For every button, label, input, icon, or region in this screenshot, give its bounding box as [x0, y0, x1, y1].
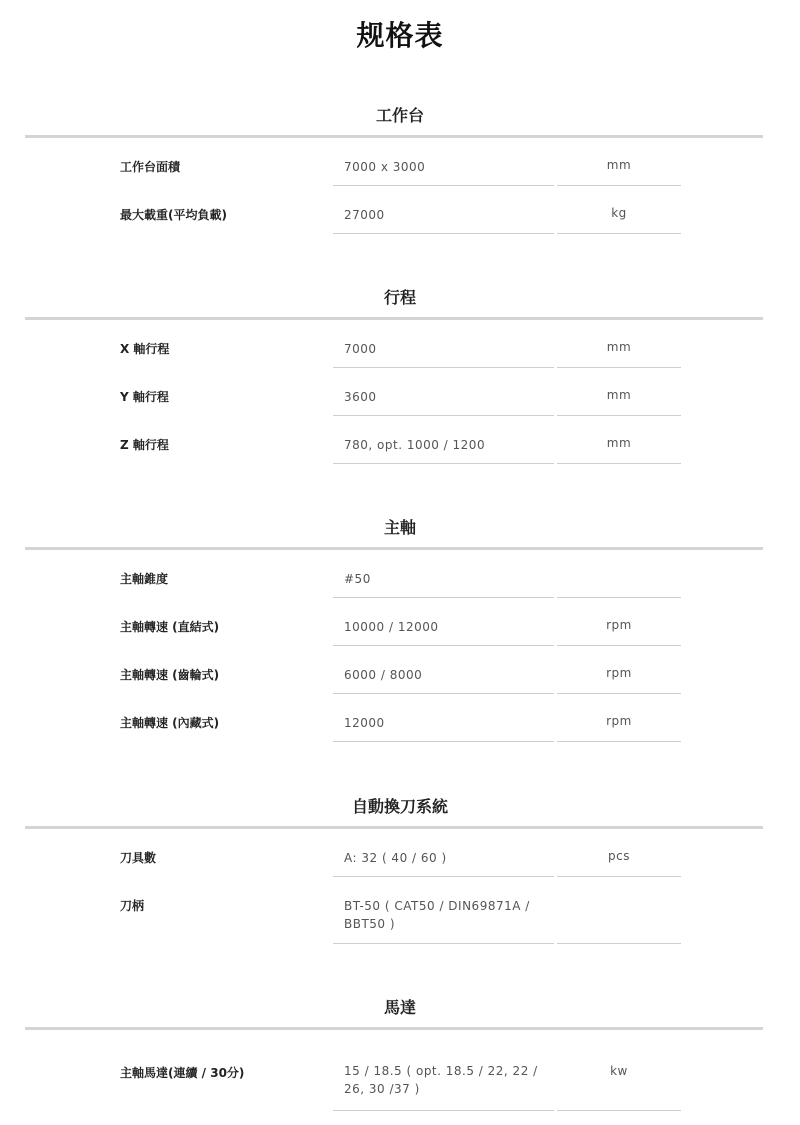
section-title: 工作台 — [375, 106, 424, 125]
spec-value: 3600 — [344, 390, 377, 404]
spec-label: 主軸轉速 (齒輪式) — [120, 668, 220, 682]
spec-rows — [0, 138, 800, 234]
row-divider — [557, 741, 681, 742]
row-divider — [333, 943, 554, 944]
spec-label: Z 軸行程 — [120, 438, 169, 452]
spec-value: 10000 / 12000 — [344, 620, 439, 634]
spec-label: 主軸轉速 (直結式) — [120, 620, 220, 634]
row-divider — [333, 1110, 554, 1111]
spec-row — [0, 186, 800, 234]
row-divider — [557, 233, 681, 234]
spec-row — [0, 598, 800, 646]
spec-unit: mm — [606, 436, 632, 450]
spec-rows — [0, 1030, 800, 1111]
spec-value: 15 / 18.5 ( opt. 18.5 / 22, 22 / 26, 30 /37 ) — [344, 1064, 538, 1096]
spec-row — [0, 320, 800, 368]
spec-rows — [0, 829, 800, 944]
spec-row — [0, 829, 800, 877]
section-title: 行程 — [383, 288, 416, 307]
spec-rows — [0, 550, 800, 742]
spec-row — [0, 138, 800, 186]
spec-label: 最大載重(平均負載) — [120, 208, 227, 222]
spec-row — [0, 368, 800, 416]
spec-row — [0, 877, 800, 944]
section-title: 馬達 — [383, 998, 416, 1017]
spec-value: 7000 x 3000 — [344, 160, 426, 174]
spec-row — [0, 694, 800, 742]
spec-unit: mm — [606, 158, 632, 172]
spec-unit: rpm — [606, 714, 632, 728]
spec-unit: mm — [606, 388, 632, 402]
row-divider — [333, 233, 554, 234]
spec-value: #50 — [344, 572, 371, 586]
spec-row — [0, 1030, 800, 1111]
spec-unit: kw — [610, 1064, 628, 1078]
spec-label: 工作台面積 — [120, 160, 181, 174]
spec-unit: mm — [606, 340, 632, 354]
spec-unit: rpm — [606, 618, 632, 632]
row-divider — [557, 463, 681, 464]
spec-row — [0, 416, 800, 464]
row-divider — [333, 741, 554, 742]
spec-value: 6000 / 8000 — [344, 668, 423, 682]
spec-row — [0, 550, 800, 598]
spec-label: X 軸行程 — [120, 342, 170, 356]
spec-label: 主軸馬達(連續 / 30分) — [120, 1066, 245, 1080]
spec-value: 780, opt. 1000 / 1200 — [344, 438, 486, 452]
section-title: 自動換刀系統 — [351, 797, 448, 816]
spec-label: 刀柄 — [120, 899, 145, 913]
section-title: 主軸 — [383, 518, 416, 537]
row-divider — [333, 463, 554, 464]
spec-unit: kg — [611, 206, 627, 220]
spec-label: Y 軸行程 — [120, 390, 169, 404]
spec-value: A: 32 ( 40 / 60 ) — [344, 851, 447, 865]
page-title: 规格表 — [356, 19, 444, 52]
spec-value: 12000 — [344, 716, 385, 730]
row-divider — [557, 1110, 681, 1111]
spec-value: BT-50 ( CAT50 / DIN69871A / BBT50 ) — [344, 899, 530, 931]
spec-rows — [0, 320, 800, 464]
spec-unit: rpm — [606, 666, 632, 680]
spec-row — [0, 646, 800, 694]
spec-label: 主軸轉速 (內藏式) — [120, 716, 220, 730]
spec-label: 主軸錐度 — [120, 572, 169, 586]
row-divider — [557, 943, 681, 944]
spec-value: 7000 — [344, 342, 377, 356]
spec-unit: pcs — [608, 849, 630, 863]
spec-value: 27000 — [344, 208, 385, 222]
spec-label: 刀具數 — [120, 851, 157, 865]
